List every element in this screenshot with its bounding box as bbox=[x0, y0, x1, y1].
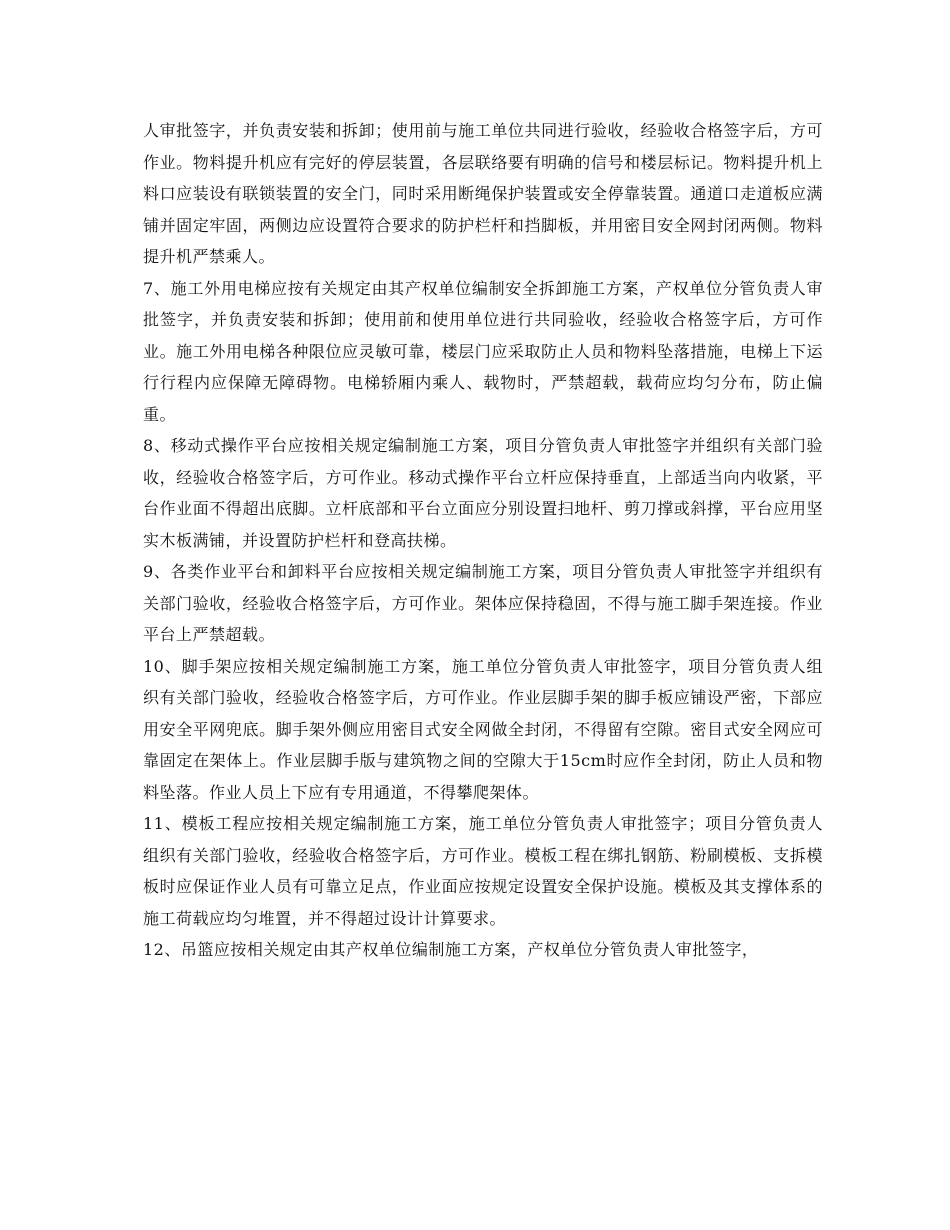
paragraph-item-7-elevator: 7、施工外用电梯应按有关规定由其产权单位编制安全拆卸施工方案，产权单位分管负责人审批签字，并负责安装和拆卸；使用前和使用单位进行共同验收，经验收合格签字后，方可作业。施工外用电梯各种限位应灵敏可靠，楼层门应采取防止人员和物料坠落措施，电梯上下运行行程内应保障无障碍物。电梯轿厢内乘人、载物时，严禁超载，载荷应均匀分布，防止偏重。 bbox=[143, 278, 823, 424]
paragraph-item-10-scaffold: 10、脚手架应按相关规定编制施工方案，施工单位分管负责人审批签字，项目分管负责人组织有关部门验收，经验收合格签字后，方可作业。作业层脚手架的脚手板应铺设严密，下部应用安全平网兜底。脚手架外侧应用密目式安全网做全封闭，不得留有空隙。密目式安全网应可靠固定在架体上。作业层脚手版与建筑物之间的空隙大于15cm时应作全封闭，防止人员和物料坠落。作业人员上下应有专用通道，不得攀爬架体。 bbox=[143, 656, 823, 802]
document-body bbox=[143, 115, 823, 966]
paragraph-item-11-formwork: 11、模板工程应按相关规定编制施工方案，施工单位分管负责人审批签字；项目分管负责人组织有关部门验收，经验收合格签字后，方可作业。模板工程在绑扎钢筋、粉刷模板、支拆模板时应保证作业人员有可靠立足点，作业面应按规定设置安全保护设施。模板及其支撑体系的施工荷载应均匀堆置，并不得超过设计计算要求。 bbox=[143, 814, 823, 928]
paragraph-item-9-work-platform: 9、各类作业平台和卸料平台应按相关规定编制施工方案，项目分管负责人审批签字并组织有关部门验收，经验收合格签字后，方可作业。架体应保持稳固，不得与施工脚手架连接。作业平台上严禁超载。 bbox=[143, 562, 823, 644]
paragraph-item-12-gondola: 12、吊篮应按相关规定由其产权单位编制施工方案，产权单位分管负责人审批签字， bbox=[143, 940, 759, 959]
paragraph-lift-continuation: 人审批签字，并负责安装和拆卸；使用前与施工单位共同进行验收，经验收合格签字后，方可作业。物料提升机应有完好的停层装置，各层联络要有明确的信号和楼层标记。物料提升机上料口应装设有联锁装置的安全门，同时采用断绳保护装置或安全停靠装置。通道口走道板应满铺并固定牢固，两侧边应设置符合要求的防护栏杆和挡脚板，并用密目安全网封闭两侧。物料提升机严禁乘人。 bbox=[143, 121, 823, 266]
paragraph-item-8-mobile-platform: 8、移动式操作平台应按相关规定编制施工方案，项目分管负责人审批签字并组织有关部门验收，经验收合格签字后，方可作业。移动式操作平台立杆应保持垂直，上部适当向内收紧，平台作业面不得超出底脚。立杆底部和平台立面应分别设置扫地杆、剪刀撑或斜撑，平台应用坚实木板满铺，并设置防护栏杆和登高扶梯。 bbox=[143, 436, 823, 550]
